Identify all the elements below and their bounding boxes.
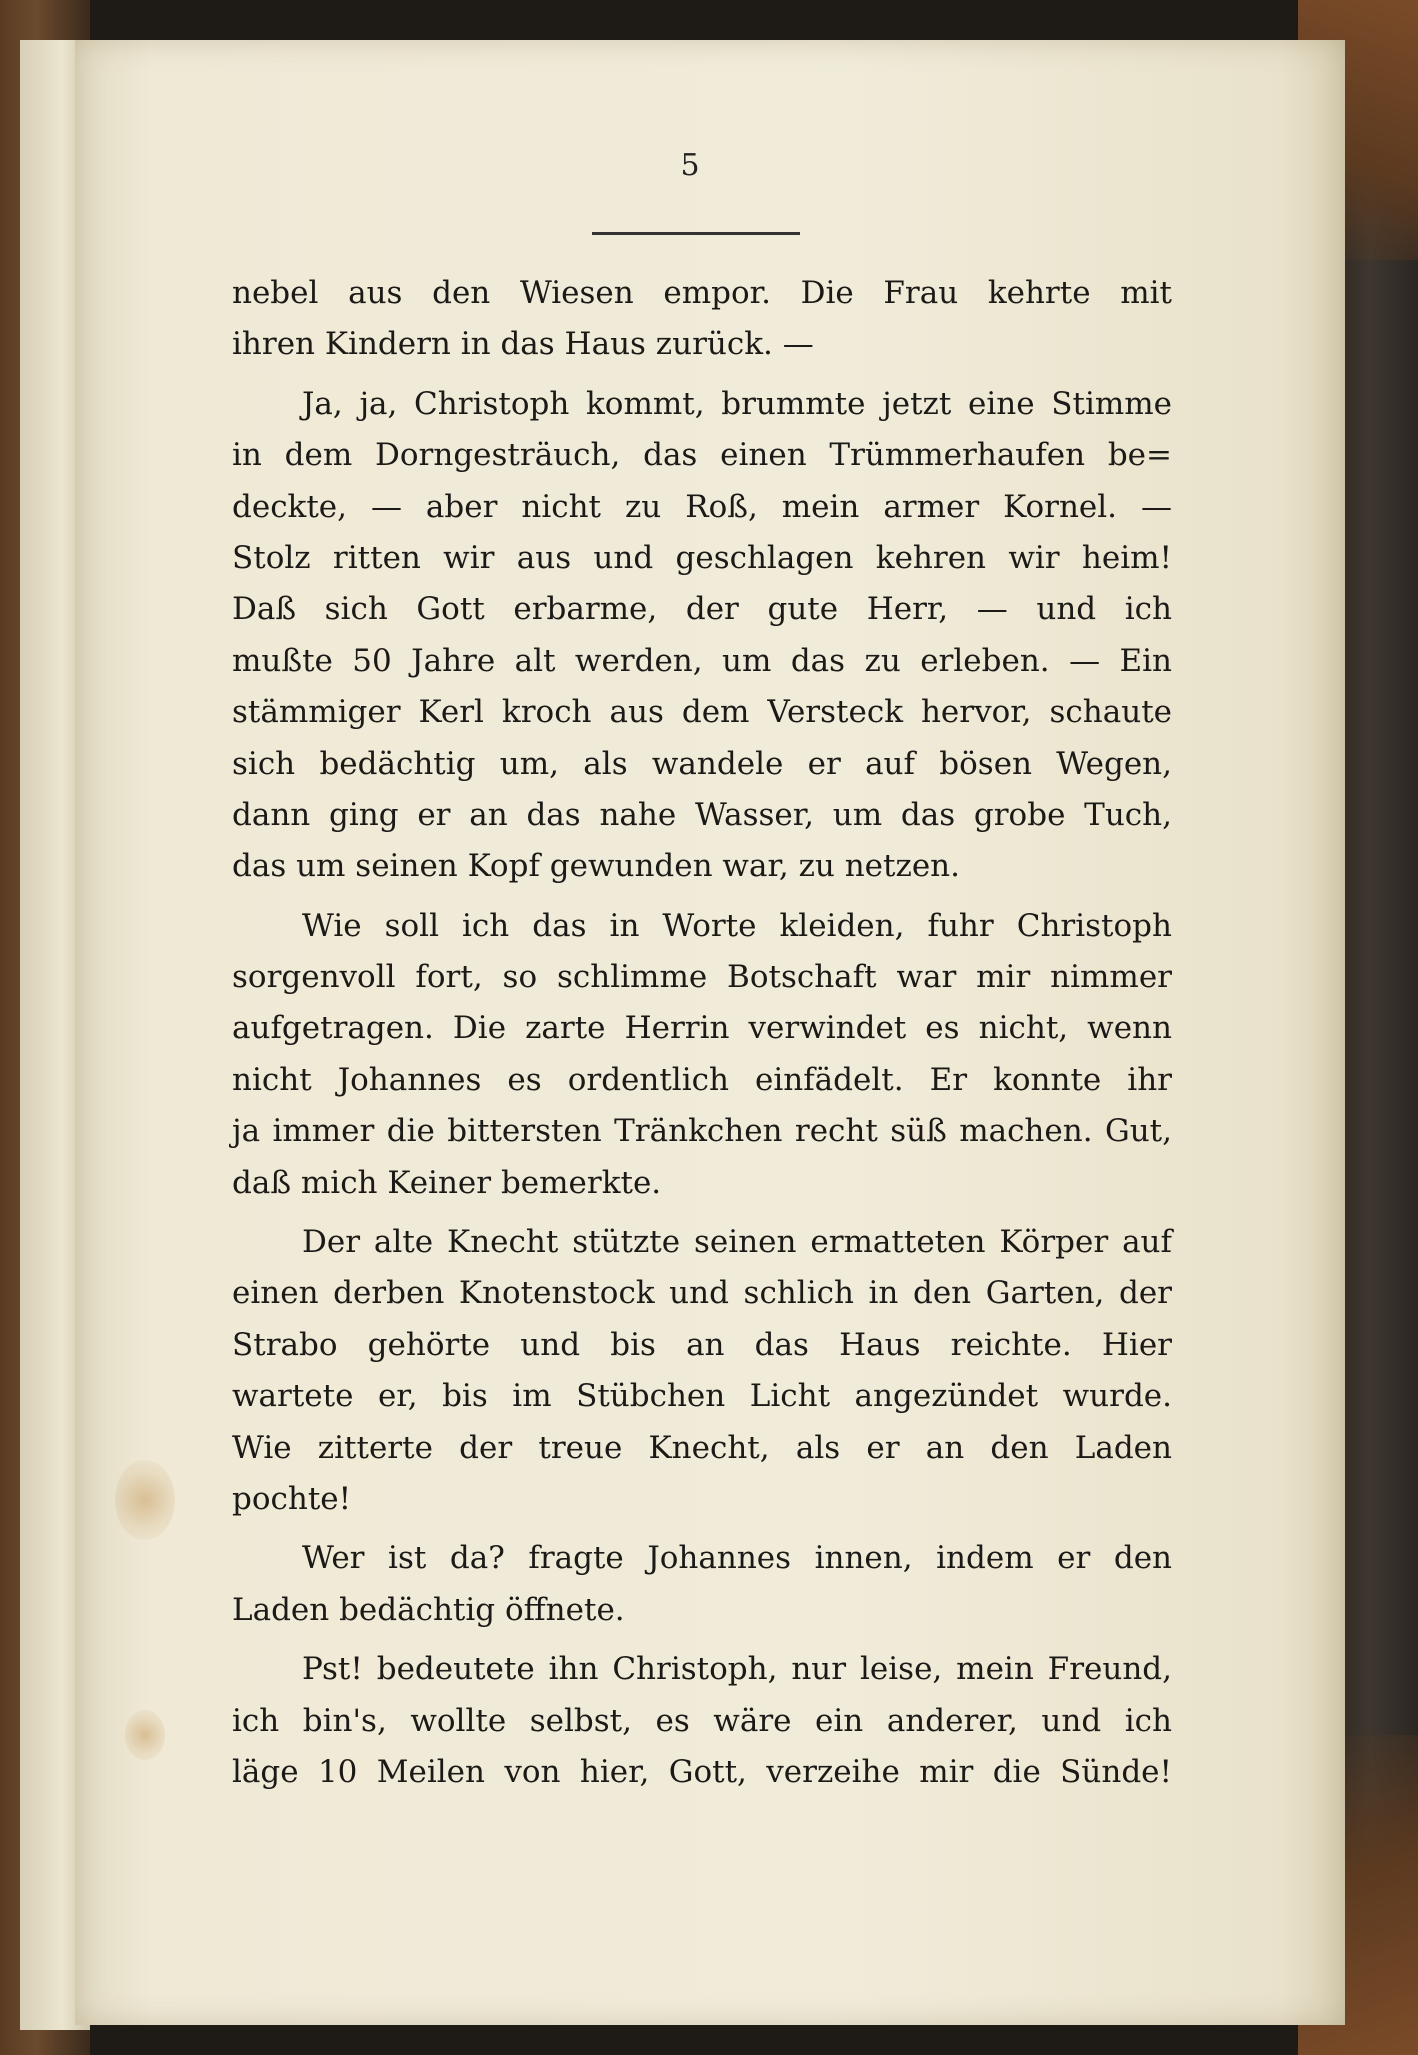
text-line: ihren Kindern in das Haus zurück. — bbox=[232, 326, 814, 363]
text-line: das um seinen Kopf gewunden war, zu netzen. bbox=[232, 848, 960, 885]
text-line: Wie zitterte der treue Knecht, als er an den Laden bbox=[232, 1429, 1172, 1466]
text-line: wartete er, bis im Stübchen Licht angezündet wurde. bbox=[232, 1378, 1172, 1415]
text-line: Der alte Knecht stützte seinen ermatteten Körper auf bbox=[302, 1224, 1172, 1261]
text-line: Stolz ritten wir aus und geschlagen kehren wir heim! bbox=[232, 539, 1172, 576]
text-line: Daß sich Gott erbarme, der gute Herr, — und ich bbox=[232, 591, 1172, 628]
text-line: nebel aus den Wiesen empor. Die Frau kehrte mit bbox=[232, 275, 1172, 311]
text-line: ich bin's, wollte selbst, es wäre ein anderer, und ich bbox=[232, 1702, 1172, 1739]
text-line: Laden bedächtig öffnete. bbox=[232, 1591, 625, 1628]
text-line: in dem Dorngesträuch, das einen Trümmerhaufen be= bbox=[232, 437, 1172, 474]
foxing-stain bbox=[115, 1460, 175, 1540]
text-line: nicht Johannes es ordentlich einfädelt. Er konnte ihr bbox=[232, 1061, 1172, 1098]
text-line: sich bedächtig um, als wandele er auf bösen Wegen, bbox=[232, 745, 1172, 782]
text-line: stämmiger Kerl kroch aus dem Versteck hervor, schaute bbox=[232, 694, 1172, 731]
text-line: dann ging er an das nahe Wasser, um das grobe Tuch, bbox=[232, 796, 1172, 833]
text-line: aufgetragen. Die zarte Herrin verwindet es nicht, wenn bbox=[232, 1010, 1172, 1047]
text-line: sorgenvoll fort, so schlimme Botschaft war mir nimmer bbox=[232, 959, 1172, 996]
text-line: ja immer die bittersten Tränkchen recht süß machen. Gut, bbox=[232, 1113, 1172, 1150]
text-line: daß mich Keiner bemerkte. bbox=[232, 1164, 662, 1201]
text-line: Wer ist da? fragte Johannes innen, indem er den bbox=[302, 1540, 1172, 1577]
foxing-stain bbox=[125, 1710, 165, 1760]
page-number: 5 bbox=[680, 148, 700, 183]
text-line: Wie soll ich das in Worte kleiden, fuhr Christoph bbox=[302, 907, 1172, 944]
text-line: Pst! bedeutete ihn Christoph, nur leise, mein Freund, bbox=[302, 1651, 1172, 1688]
text-line: Strabo gehörte und bis an das Haus reichte. Hier bbox=[232, 1326, 1172, 1363]
text-line: mußte 50 Jahre alt werden, um das zu erleben. — Ein bbox=[232, 642, 1172, 679]
text-line: Ja, ja, Christoph kommt, brummte jetzt eine Stimme bbox=[302, 385, 1172, 422]
header-rule bbox=[592, 232, 800, 235]
text-line: deckte, — aber nicht zu Roß, mein armer Kornel. — bbox=[232, 488, 1172, 525]
text-line: pochte! bbox=[232, 1480, 352, 1517]
text-line: läge 10 Meilen von hier, Gott, verzeihe mir die Sünde! bbox=[232, 1753, 1172, 1790]
body-text bbox=[232, 268, 1172, 1798]
text-line: einen derben Knotenstock und schlich in den Garten, der bbox=[232, 1275, 1172, 1312]
